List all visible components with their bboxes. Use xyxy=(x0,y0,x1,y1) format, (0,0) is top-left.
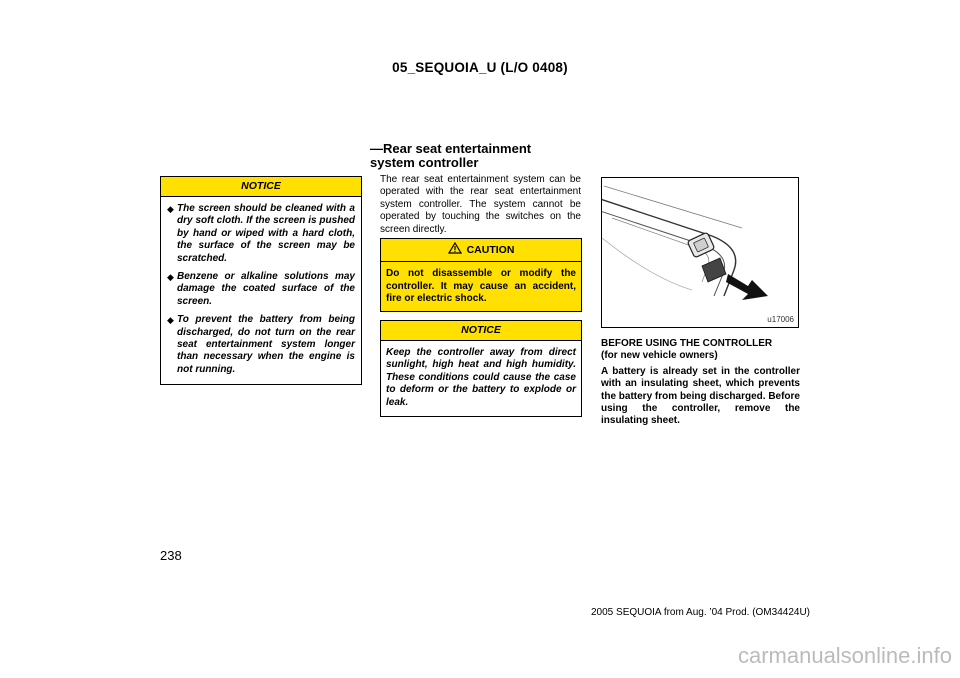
notice-item: ◆ To prevent the battery from being discharged, do not turn on the rear seat entertainment system longer than necessary when the engine is not running. xyxy=(167,314,355,375)
notice-heading: NOTICE xyxy=(161,177,361,197)
document-footer: 2005 SEQUOIA from Aug. ’04 Prod. (OM34424U) xyxy=(591,607,810,618)
notice-item: ◆ Benzene or alkaline solutions may damage the coated surface of the screen. xyxy=(167,271,355,307)
controller-illustration xyxy=(601,177,799,328)
notice-item: ◆ The screen should be cleaned with a dry soft cloth. If the screen is pushed by hand or wiped with a hard cloth, the surface of the screen may be scratched. xyxy=(167,203,355,264)
warning-triangle-icon xyxy=(448,242,462,257)
page-number: 238 xyxy=(160,548,182,563)
notice-box-left xyxy=(160,176,362,385)
notice-body xyxy=(161,197,361,384)
diamond-bullet-icon: ◆ xyxy=(167,272,174,283)
diamond-bullet-icon: ◆ xyxy=(167,315,174,326)
notice-heading: NOTICE xyxy=(381,321,581,341)
caution-box xyxy=(380,238,582,312)
caution-heading: CAUTION xyxy=(381,239,581,262)
before-using-heading: BEFORE USING THE CONTROLLER xyxy=(601,338,773,349)
watermark: carmanualsonline.info xyxy=(737,643,952,668)
section-title: —Rear seat entertainment system controller xyxy=(370,141,532,170)
caution-body: Do not disassemble or modify the controller. It may cause an accident, fire or electric shock. xyxy=(386,268,576,304)
document-header: 05_SEQUOIA_U (L/O 0408) xyxy=(392,60,568,75)
before-using-body: A battery is already set in the controller with an insulating sheet, which prevents the battery from being discharged. Before using the controller, remove the insulating sheet. xyxy=(601,365,800,427)
diamond-bullet-icon: ◆ xyxy=(167,204,174,214)
notice-box-middle xyxy=(380,320,582,417)
before-using-subheading: (for new vehicle owners) xyxy=(601,350,718,362)
notice-body: Keep the controller away from direct sunlight, high heat and high humidity. These conditions could cause the case to deform or the battery to explode or leak. xyxy=(381,341,581,416)
illustration-code: u17006 xyxy=(767,315,794,324)
before-using-section xyxy=(601,338,800,428)
remote-controller-drawing xyxy=(602,178,798,327)
section-intro: The rear seat entertainment system can be operated with the rear seat entertainment system controller. The system cannot be operated by touching the switches on the screen directly. xyxy=(380,174,581,235)
